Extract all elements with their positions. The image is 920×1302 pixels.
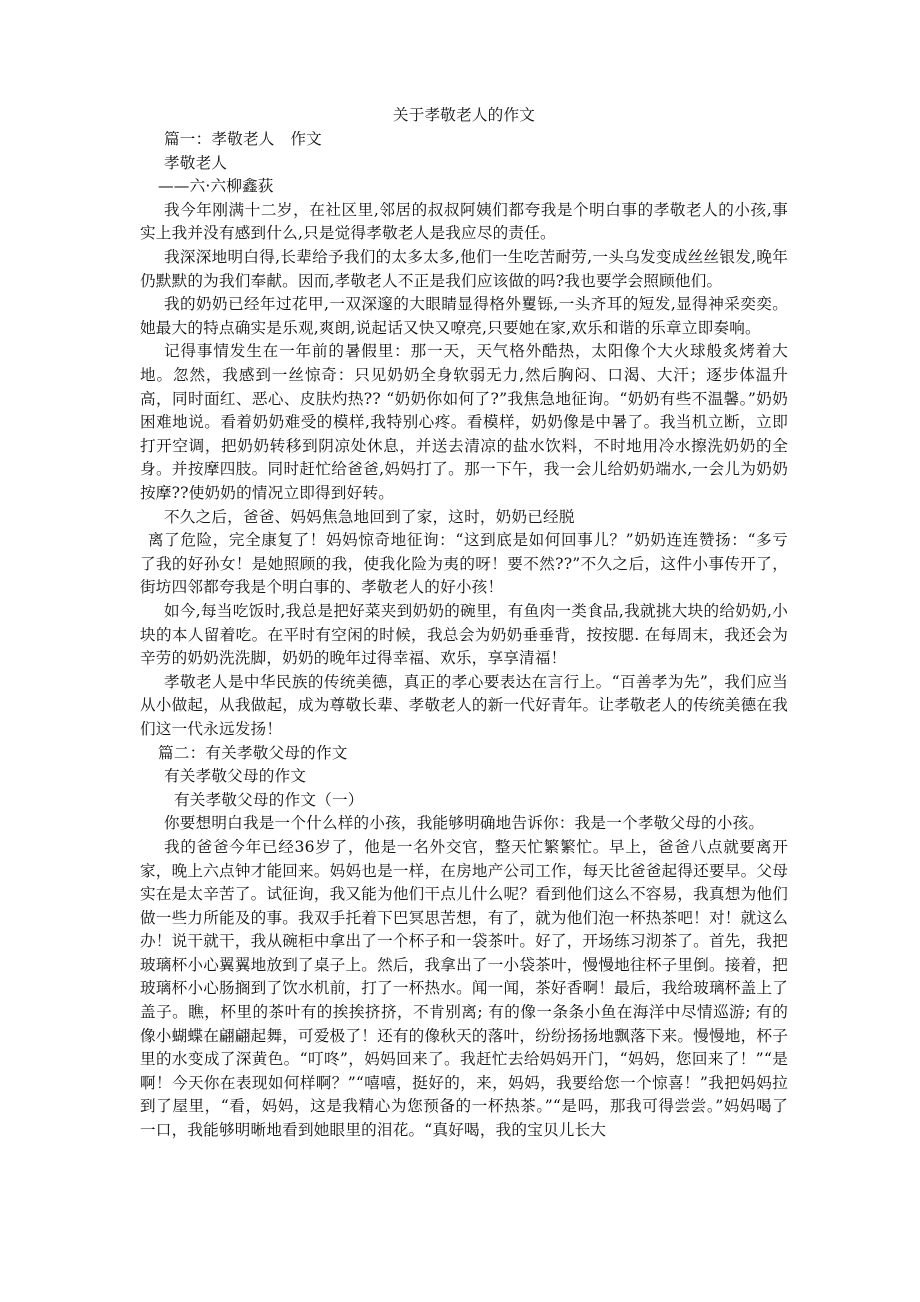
paragraph: 孝敬老人是中华民族的传统美德，真正的孝心要表达在言行上。“百善孝为先”，我们应当从小做起，从我做起，成为尊敬长辈、孝敬老人的新一代好青年。让孝敬老人的传统美德在我们这一代永远发扬！ bbox=[140, 672, 788, 738]
paragraph: 我今年刚满十二岁，在社区里,邻居的叔叔阿姨们都夸我是个明白事的孝敬老人的小孩,事实上我并没有感到什么,只是觉得孝敬老人是我应尽的责任。 bbox=[140, 200, 788, 243]
document-title: 关于孝敬老人的作文 bbox=[392, 106, 536, 124]
paragraph: 我的奶奶已经年过花甲,一双深邃的大眼睛显得格外矍铄,一头齐耳的短发,显得神采奕奕。她最大的特点确实是乐观,爽朗,说起话又快又嘹亮,只要她在家,欢乐和谐的乐章立即奏响。 bbox=[140, 295, 788, 337]
paragraph: 不久之后，爸爸、妈妈焦急地回到了家，这时，奶奶已经脱 bbox=[164, 507, 575, 526]
section2-heading: 篇二：有关孝敬父母的作文 bbox=[158, 743, 348, 762]
section1-author: ——六·六柳鑫荻 bbox=[158, 177, 274, 196]
paragraph: 我深深地明白得,长辈给予我们的太多太多,他们一生吃苦耐劳,一头乌发变成丝丝银发,晚年仍默默的为我们奉献。因而,孝敬老人不正是我们应该做的吗?我也要学会照顾他们。 bbox=[140, 248, 788, 290]
paragraph-continuation: 离了危险，完全康复了！妈妈惊奇地征询：“这到底是如何回事儿？”奶奶连连赞扬：“多亏了我的好孙女！是她照顾的我，使我化险为夷的呀！要不然??”不久之后，这件小事传开了，街坊四邻都夸我是个明白事的、孝敬老人的好小孩！ bbox=[140, 531, 788, 597]
section1-subtitle: 孝敬老人 bbox=[164, 153, 228, 172]
paragraph: 我的爸爸今年已经36岁了，他是一名外交官，整天忙繁繁忙。早上，爸爸八点就要离开家，晚上六点钟才能回来。妈妈也是一样，在房地产公司工作，每天比爸爸起得还要早。父母实在是太辛苦了。试征询，我又能为他们干点儿什么呢？看到他们这么不容易，我真想为他们做一些力所能及的事。我双手托着下巴冥思苦想，有了，就为他们泡一杯热茶吧！对！就这么办！说干就干，我从碗柜中拿出了一个杯子和一袋茶叶。好了，开场练习沏茶了。首先，我把玻璃杯小心翼翼地放到了桌子上。然后，我拿出了一小袋茶叶，慢慢地往杯子里倒。接着，把玻璃杯小心肠搁到了饮水机前，打了一杯热水。闻一闻，茶好香啊！最后，我给玻璃杯盖上了盖子。瞧，杯里的茶叶有的挨挨挤挤，不肯别离; 有的像一条条小鱼在海洋中尽情巡游; 有的像小蝴蝶在翩翩起舞，可爱极了！还有的像秋天的落叶，纷纷扬扬地飘落下来。慢慢地，杯子里的水变成了深黄色。“叮咚”，妈妈回来了。我赶忙去给妈妈开门，“妈妈，您回来了！”“是啊！今天你在表现如何样啊？”“嘻嘻，挺好的，来，妈妈，我要给您一个惊喜！”我把妈妈拉到了屋里，“看，妈妈，这是我精心为您预备的一杯热茶。”“是吗，那我可得尝尝。”妈妈喝了一口，我能够明晰地看到她眼里的泪花。“真好喝，我的宝贝儿长大 bbox=[140, 837, 788, 1140]
section2-subtitle: 有关孝敬父母的作文 bbox=[164, 767, 307, 786]
paragraph: 你要想明白我是一个什么样的小孩，我能够明确地告诉你：我是一个孝敬父母的小孩。 bbox=[164, 814, 765, 833]
document-page bbox=[140, 104, 788, 1143]
section1-heading: 篇一：孝敬老人 作文 bbox=[164, 130, 322, 149]
paragraph: 记得事情发生在一年前的暑假里：那一天，天气格外酷热，太阳像个大火球般炙烤着大地。忽然，我感到一丝惊奇：只见奶奶全身软弱无力,然后胸闷、口渴、大汗；逐步体温升高，同时面红、恶心、皮肤灼热?? “奶奶你如何了?”我焦急地征询。“奶奶有些不温馨。”奶奶困难地说。看着奶奶难受的模样,我特别心疼。看模样，奶奶像是中暑了。我当机立断，立即打开空调，把奶奶转移到阴凉处休息，并送去清凉的盐水饮料，不时地用冷水擦洗奶奶的全身。并按摩四肢。同时赶忙给爸爸,妈妈打了。那一下午，我一会儿给奶奶端水,一会儿为奶奶按摩??使奶奶的情况立即得到好转。 bbox=[140, 342, 788, 502]
section2-subsubtitle: 有关孝敬父母的作文（一） bbox=[174, 790, 364, 809]
paragraph: 如今,每当吃饭时,我总是把好菜夹到奶奶的碗里，有鱼肉一类食品,我就挑大块的给奶奶,小块的本人留着吃。在平时有空闲的时候，我总会为奶奶垂垂背，按按腮. 在每周末，我还会为辛劳的奶奶洗洗脚，奶奶的晚年过得幸福、欢乐，享享清福！ bbox=[140, 601, 788, 668]
